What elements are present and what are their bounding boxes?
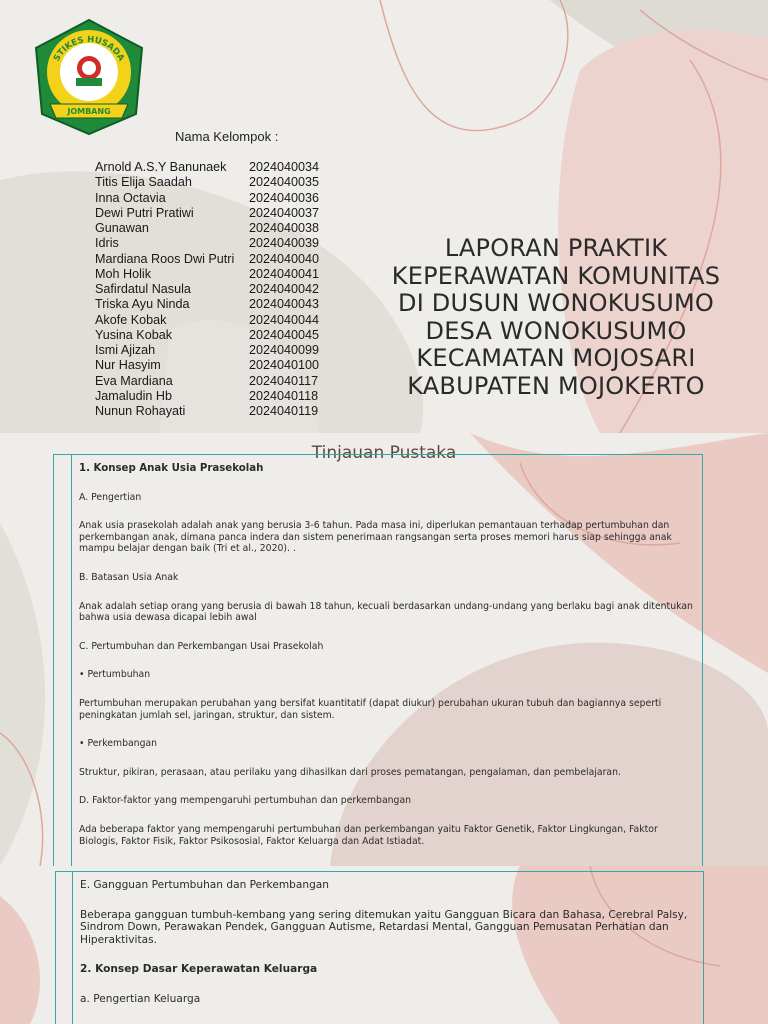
member-row [95,343,319,358]
subheading-pengertian: A. Pengertian [79,491,142,503]
member-nim: 2024040119 [249,404,319,418]
paragraph-perkembangan: Struktur, pikiran, perasaan, atau perilaku yang dihasilkan dari proses pematangan, pengalaman, dan pembelajaran. [79,766,621,778]
heading-keperawatan-keluarga: 2. Konsep Dasar Keperawatan Keluarga [80,963,318,976]
report-title-line: KABUPATEN MOJOKERTO [407,371,705,400]
member-nim: 2024040036 [249,190,320,205]
member-row [95,267,319,282]
report-title [378,235,734,401]
member-nim: 2024040099 [249,343,320,357]
member-name: Safirdatul Nasula [95,282,191,296]
member-name: Nur Hasyim [95,358,161,373]
divider [72,872,73,1024]
member-row [95,297,319,312]
member-name: Mardiana Roos Dwi Putri [95,251,235,266]
member-nim: 2024040117 [249,373,319,388]
paragraph-pengertian: Anak usia prasekolah adalah anak yang berusia 3-6 tahun. Pada masa ini, diperlukan pemantauan terhadap pertumbuhan dan perkembangan anak, dimana panca indera dan sistem penerimaan rangsangan serta proses memori harus siap sehingga anak mampu belajar dengan baik (Tri et al., 2020). . [79,520,672,555]
member-nim: 2024040043 [249,297,320,312]
member-row [95,389,319,404]
divider [71,455,72,866]
report-title-line: KECAMATAN MOJOSARI [416,344,696,373]
continuation-slide [0,866,768,1024]
member-name: Titis Elija Saadah [95,175,192,190]
member-name: Ismi Ajizah [95,343,156,357]
paragraph-faktor: Ada beberapa faktor yang mempengaruhi pertumbuhan dan perkembangan yaitu Faktor Genetik, Faktor Lingkungan, Faktor Biologis, Faktor Fisik, Faktor Psikososial, Faktor Keluarga dan Adat Istiadat. [79,823,658,847]
title-slide [0,0,768,433]
subheading-faktor: D. Faktor-faktor yang mempengaruhi pertumbuhan dan perkembangan [79,795,412,807]
member-name: Yusina Kobak [95,327,173,342]
member-row [95,221,319,236]
member-row [95,206,319,221]
member-nim: 2024040100 [249,358,320,373]
subheading-pengertian-keluarga: a. Pengertian Keluarga [80,992,201,1005]
member-nim: 2024040037 [249,205,320,220]
member-name: Arnold A.S.Y Banunaek [95,160,227,174]
member-nim: 2024040038 [249,221,320,235]
stikes-husada-logo [30,18,148,136]
subheading-gangguan: E. Gangguan Pertumbuhan dan Perkembangan [80,879,330,891]
heading-konsep-anak: 1. Konsep Anak Usia Prasekolah [79,463,264,474]
member-row [95,282,319,297]
member-nim: 2024040118 [249,388,319,403]
member-list [95,160,319,419]
kelompok-title: Nama Kelompok : [175,129,279,144]
member-nim: 2024040034 [249,160,320,174]
member-name: Nunun Rohayati [95,404,186,418]
paragraph-batasan-usia: Anak adalah setiap orang yang berusia di bawah 18 tahun, kecuali berdasarkan undang-undang yang berlaku bagi anak ditentukan bahwa usia dewasa dicapai lebih awal [79,600,693,624]
member-name: Moh Holik [95,266,151,281]
report-title-line: LAPORAN PRAKTIK [444,234,668,262]
member-nim: 2024040040 [249,251,320,266]
member-name: Akofe Kobak [95,312,167,327]
member-nim: 2024040044 [249,312,320,327]
section-heading: Tinjauan Pustaka [311,443,457,463]
member-row [95,374,319,389]
tinjauan-pustaka-slide [0,433,768,866]
logo-banner-text: JOMBANG [67,107,111,116]
subheading-pertumbuhan-perkembangan: C. Pertumbuhan dan Perkembangan Usai Prasekolah [79,640,324,652]
member-nim: 2024040042 [249,282,320,296]
member-row [95,328,319,343]
report-title-line: KEPERAWATAN KOMUNITAS [391,261,721,290]
member-name: Jamaludin Hb [95,388,173,403]
member-nim: 2024040041 [249,266,320,281]
paragraph-pertumbuhan: Pertumbuhan merupakan perubahan yang bersifat kuantitatif (dapat diukur) perubahan ukuran tubuh dan bagiannya seperti peningkatan jumlah sel, jaringan, struktur, dan sistem. [79,697,662,721]
content-box [55,871,704,1024]
member-name: Inna Octavia [95,190,166,205]
member-nim: 2024040035 [249,175,320,190]
member-nim: 2024040039 [249,236,320,251]
member-row [95,175,319,190]
svg-text:STIKES HUSADA: STIKES HUSADA [52,34,126,64]
bullet-perkembangan: • Perkembangan [79,738,158,750]
report-title-line: DESA WONOKUSUMO [425,316,687,345]
member-row [95,160,319,175]
member-name: Triska Ayu Ninda [95,297,190,312]
subheading-batasan-usia: B. Batasan Usia Anak [79,571,179,583]
report-title-line: DI DUSUN WONOKUSUMO [398,289,714,318]
member-name: Eva Mardiana [95,373,173,388]
member-nim: 2024040045 [249,327,320,342]
member-row [95,252,319,267]
paragraph-gangguan: Beberapa gangguan tumbuh-kembang yang sering ditemukan yaitu Gangguan Bicara dan Bahasa, Cerebral Palsy, Sindrom Down, Perawakan Pendek, Gangguan Autisme, Retardasi Mental, Gangguan Pemusatan Perhatian dan Hiperaktivitas. [80,908,688,946]
member-row [95,236,319,251]
bullet-pertumbuhan: • Pertumbuhan [79,669,151,681]
member-name: Dewi Putri Pratiwi [95,205,194,220]
content-box [53,454,703,866]
member-row [95,191,319,206]
member-name: Idris [95,236,119,251]
member-row [95,404,319,419]
member-row [95,358,319,373]
member-name: Gunawan [95,221,149,235]
member-row [95,313,319,328]
